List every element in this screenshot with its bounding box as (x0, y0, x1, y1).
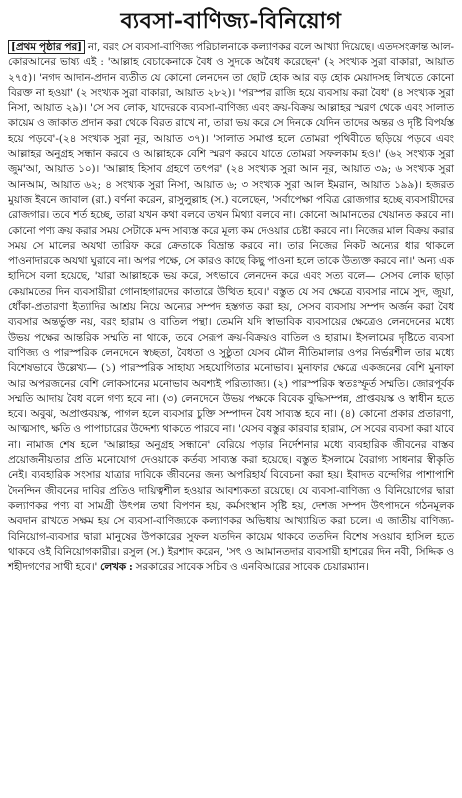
continued-tag-text: প্রথম পৃষ্ঠার পর (15, 41, 78, 53)
article-body (8, 40, 454, 575)
article-headline: ব্যবসা-বাণিজ্য-বিনিয়োগ (120, 8, 342, 34)
continued-from-tag: [প্রথম পৃষ্ঠার পর] (8, 40, 85, 54)
article-text: না, বরং সে ব্যবসা-বাণিজ্য পরিচালনাকে কল্যাণকর বলে আখ্যা দিয়েছে। এতদসংক্রান্ত আল-কোরআনের ভাষ্য এই : 'আল্লাহ বেচাকেনাকে বৈধ ও সুদকে অবৈধ করেছেন' (২ সংখ্যক সুরা বাকারা, আয়াত ২৭৫)। 'নগদ আদান-প্রদান ব্যতীত যে কোনো লেনদেন তা ছোট হোক আর বড় হোক মেয়াদসহ লিখতে কোনো বিরক্ত না হওয়া' (২ সংখ্যক সুরা বাকারা, আয়াত ২৮২)। 'পরস্পর রাজি হয়ে ব্যবসায় করা বৈধ' (৪ সংখ্যক সুরা নিসা, আয়াত ২৯)। 'সে সব লোক, যাদেরকে ব্যবসা-বাণিজ্য এবং ক্রয়-বিক্রয় আল্লাহর স্মরণ থেকে এবং সালাত কায়েম ও জাকাত প্রদান করা থেকে বিরত রাখে না, তারা ভয় করে সে দিনকে যেদিন তাদের অন্তর ও দৃষ্টি বিপর্যস্ত হয়ে পড়বে'-(২৪ সংখ্যক সুরা নূর, আয়াত ৩৭)। 'সালাত সমাপ্ত হলে তোমরা পৃথিবীতে ছড়িয়ে পড়বে এবং আল্লাহর অনুগ্রহ সন্ধান করবে ও আল্লাহকে বেশি স্মরণ করবে যাতে তোমরা সফলকাম হও।' (৬২ সংখ্যক সুরা জুম'আ, আয়াত ১০)। 'আল্লাহ হিসাব গ্রহণে তৎপর' (২৪ সংখ্যক সুরা আন নূর, আয়াত ৩৯; ৬ সংখ্যক সুরা আনআম, আয়াত ৬২; ৪ সংখ্যক সুরা নিসা, আয়াত ৬; ৩ সংখ্যক সুরা আল ইমরান, আয়াত ১৯৯)। হজরত মুয়াজ ইবনে জাবাল (রা.) বর্ণনা করেন, রাসুলুল্লাহ (স.) বলেছেন, 'সর্বাপেক্ষা পবিত্র রোজগার হচ্ছে ব্যবসায়ীদের রোজগার। তবে শর্ত হচ্ছে, তারা যখন কথা বলবে তখন মিথ্যা বলবে না। কোনো আমানতের খেয়ানত করবে না। কোনো পণ্য ক্রয় করার সময় সেটাকে মন্দ সাব্যস্ত করে মূল্য কম দেওয়ার চেষ্টা করবে না। নিজের মাল বিক্রয় করার সময় সে মালের অযথা তারিফ করে ক্রেতাকে বিভ্রান্ত করবে না। তার নিজের নিকট অন্যের ধার থাকলে পাওনাদারকে অযথা ঘুরাবে না। অপর পক্ষে, সে কারও কাছে কিছু পাওনা হলে তাকে উত্যক্ত করবে না।' অন্য এক হাদিসে বলা হয়েছে, 'যারা আল্লাহকে ভয় করে, সৎভাবে লেনদেন করে এবং সত্য বলে— সেসব লোক ছাড়া কেয়ামতের দিন ব্যবসায়ীরা গোনাহগারদের কাতারে উত্থিত হবে।' বস্তুত যে সব ক্ষেত্রে ব্যবসার নামে সুদ, জুয়া, ধোঁকা-প্রতারণা ইত্যাদির আশ্রয় নিয়ে অন্যের সম্পদ হস্তগত করা হয়, সেসব ব্যবসায় সম্পদ অর্জন করা বৈধ ব্যবসার অন্তর্ভুক্ত নয়, বরং হারাম ও বাতিল পন্থা। তেমনি যদি স্বাভাবিক ব্যবসায়ের ক্ষেত্রেও লেনদেনের মধ্যে উভয় পক্ষের আন্তরিক সম্মতি না থাকে, তবে সেরূপ ক্রয়-বিক্রয়ও বাতিল ও হারাম। ইসলামের দৃষ্টিতে ব্যবসা বাণিজ্য ও পারস্পরিক লেনদেনে স্বচ্ছতা, বৈধতা ও সুষ্ঠুতা যেসব মৌল নীতিমালার ওপর নির্ভরশীল তার মধ্যে বিশেষভাবে উল্লেখ্য— (১) পারস্পরিক সাহায্য সহযোগিতার মনোভাব। মুনাফার ক্ষেত্রে একজনের বেশি মুনাফা আর অপরজনের বেশি লোকসানের মনোভাব অবশ্যই পরিত্যাজ্য। (২) পারস্পরিক স্বতঃস্ফূর্ত সম্মতি। জোরপূর্বক সম্মতি আদায় বৈধ বলে গণ্য হবে না। (৩) লেনদেনে উভয় পক্ষকে বিবেক বুদ্ধিসম্পন্ন, প্রাপ্তবয়স্ক ও স্বাধীন হতে হবে। অবুঝ, অপ্রাপ্তবয়স্ক, পাগল হলে ব্যবসার চুক্তি সম্পাদন বৈধ সাব্যস্ত হবে না। (৪) কোনো প্রকার প্রতারণা, আত্মসাৎ, ক্ষতি ও পাপাচারের উদ্দেশ্য থাকতে পারবে না। 'যেসব বস্তুর কারবার হারাম, সে সবের ব্যবসা করা যাবে না। নামাজ শেষ হলে 'আল্লাহর অনুগ্রহ সন্ধানে' বেরিয়ে পড়ার নির্দেশনার মধ্যে ব্যবহারিক জীবনের বাস্তব প্রয়োজনীয়তার প্রতি মনোযোগ দেওয়াকে কর্তব্য সাব্যস্ত করা হয়েছে। বস্তুত ইসলামে বৈরাগ্য সাধনার স্বীকৃতি নেই। ব্যবহারিক সংসার যাত্রার দাবিকে জীবনের জন্য অপরিহার্য বিবেচনা করা হয়। ইবাদত বন্দেগির পাশাপাশি দৈনন্দিন জীবনের দাবির প্রতিও দায়িত্বশীল হওয়ার আবশ্যকতা রয়েছে। যে ব্যবসা-বাণিজ্য ও বিনিয়োগের দ্বারা কল্যাণকর পণ্য বা সামগ্রী উৎপন্ন তথা বিপণন হয়, কর্মসংস্থান সৃষ্টি হয়, দেশজ সম্পদ উৎপাদনে গঠনমূলক অবদান রাখতে সক্ষম হয় সে ব্যবসা-বাণিজ্যকে কল্যাণকর অভিধায় আখ্যায়িত করা চলে। এ জাতীয় বাণিজ্য-বিনিয়োগ-ব্যবসার দ্বারা মানুষের উপকারের সুফল যতদিন কায়েম থাকবে ততদিন বিশেষ সওয়াব হাসিল হতে থাকবে ওই বিনিয়োগকারীর। রসুল (স.) ইরশাদ করেন, 'সৎ ও আমানতদার ব্যবসায়ী হাশরের দিন নবী, সিদ্দিক ও শহীদগণের সাথী হবে।' (8, 41, 454, 574)
byline-text: সরকারের সাবেক সচিব ও এনবিআরের সাবেক চেয়ারম্যান। (135, 561, 369, 574)
byline-label: লেখক : (100, 561, 133, 574)
